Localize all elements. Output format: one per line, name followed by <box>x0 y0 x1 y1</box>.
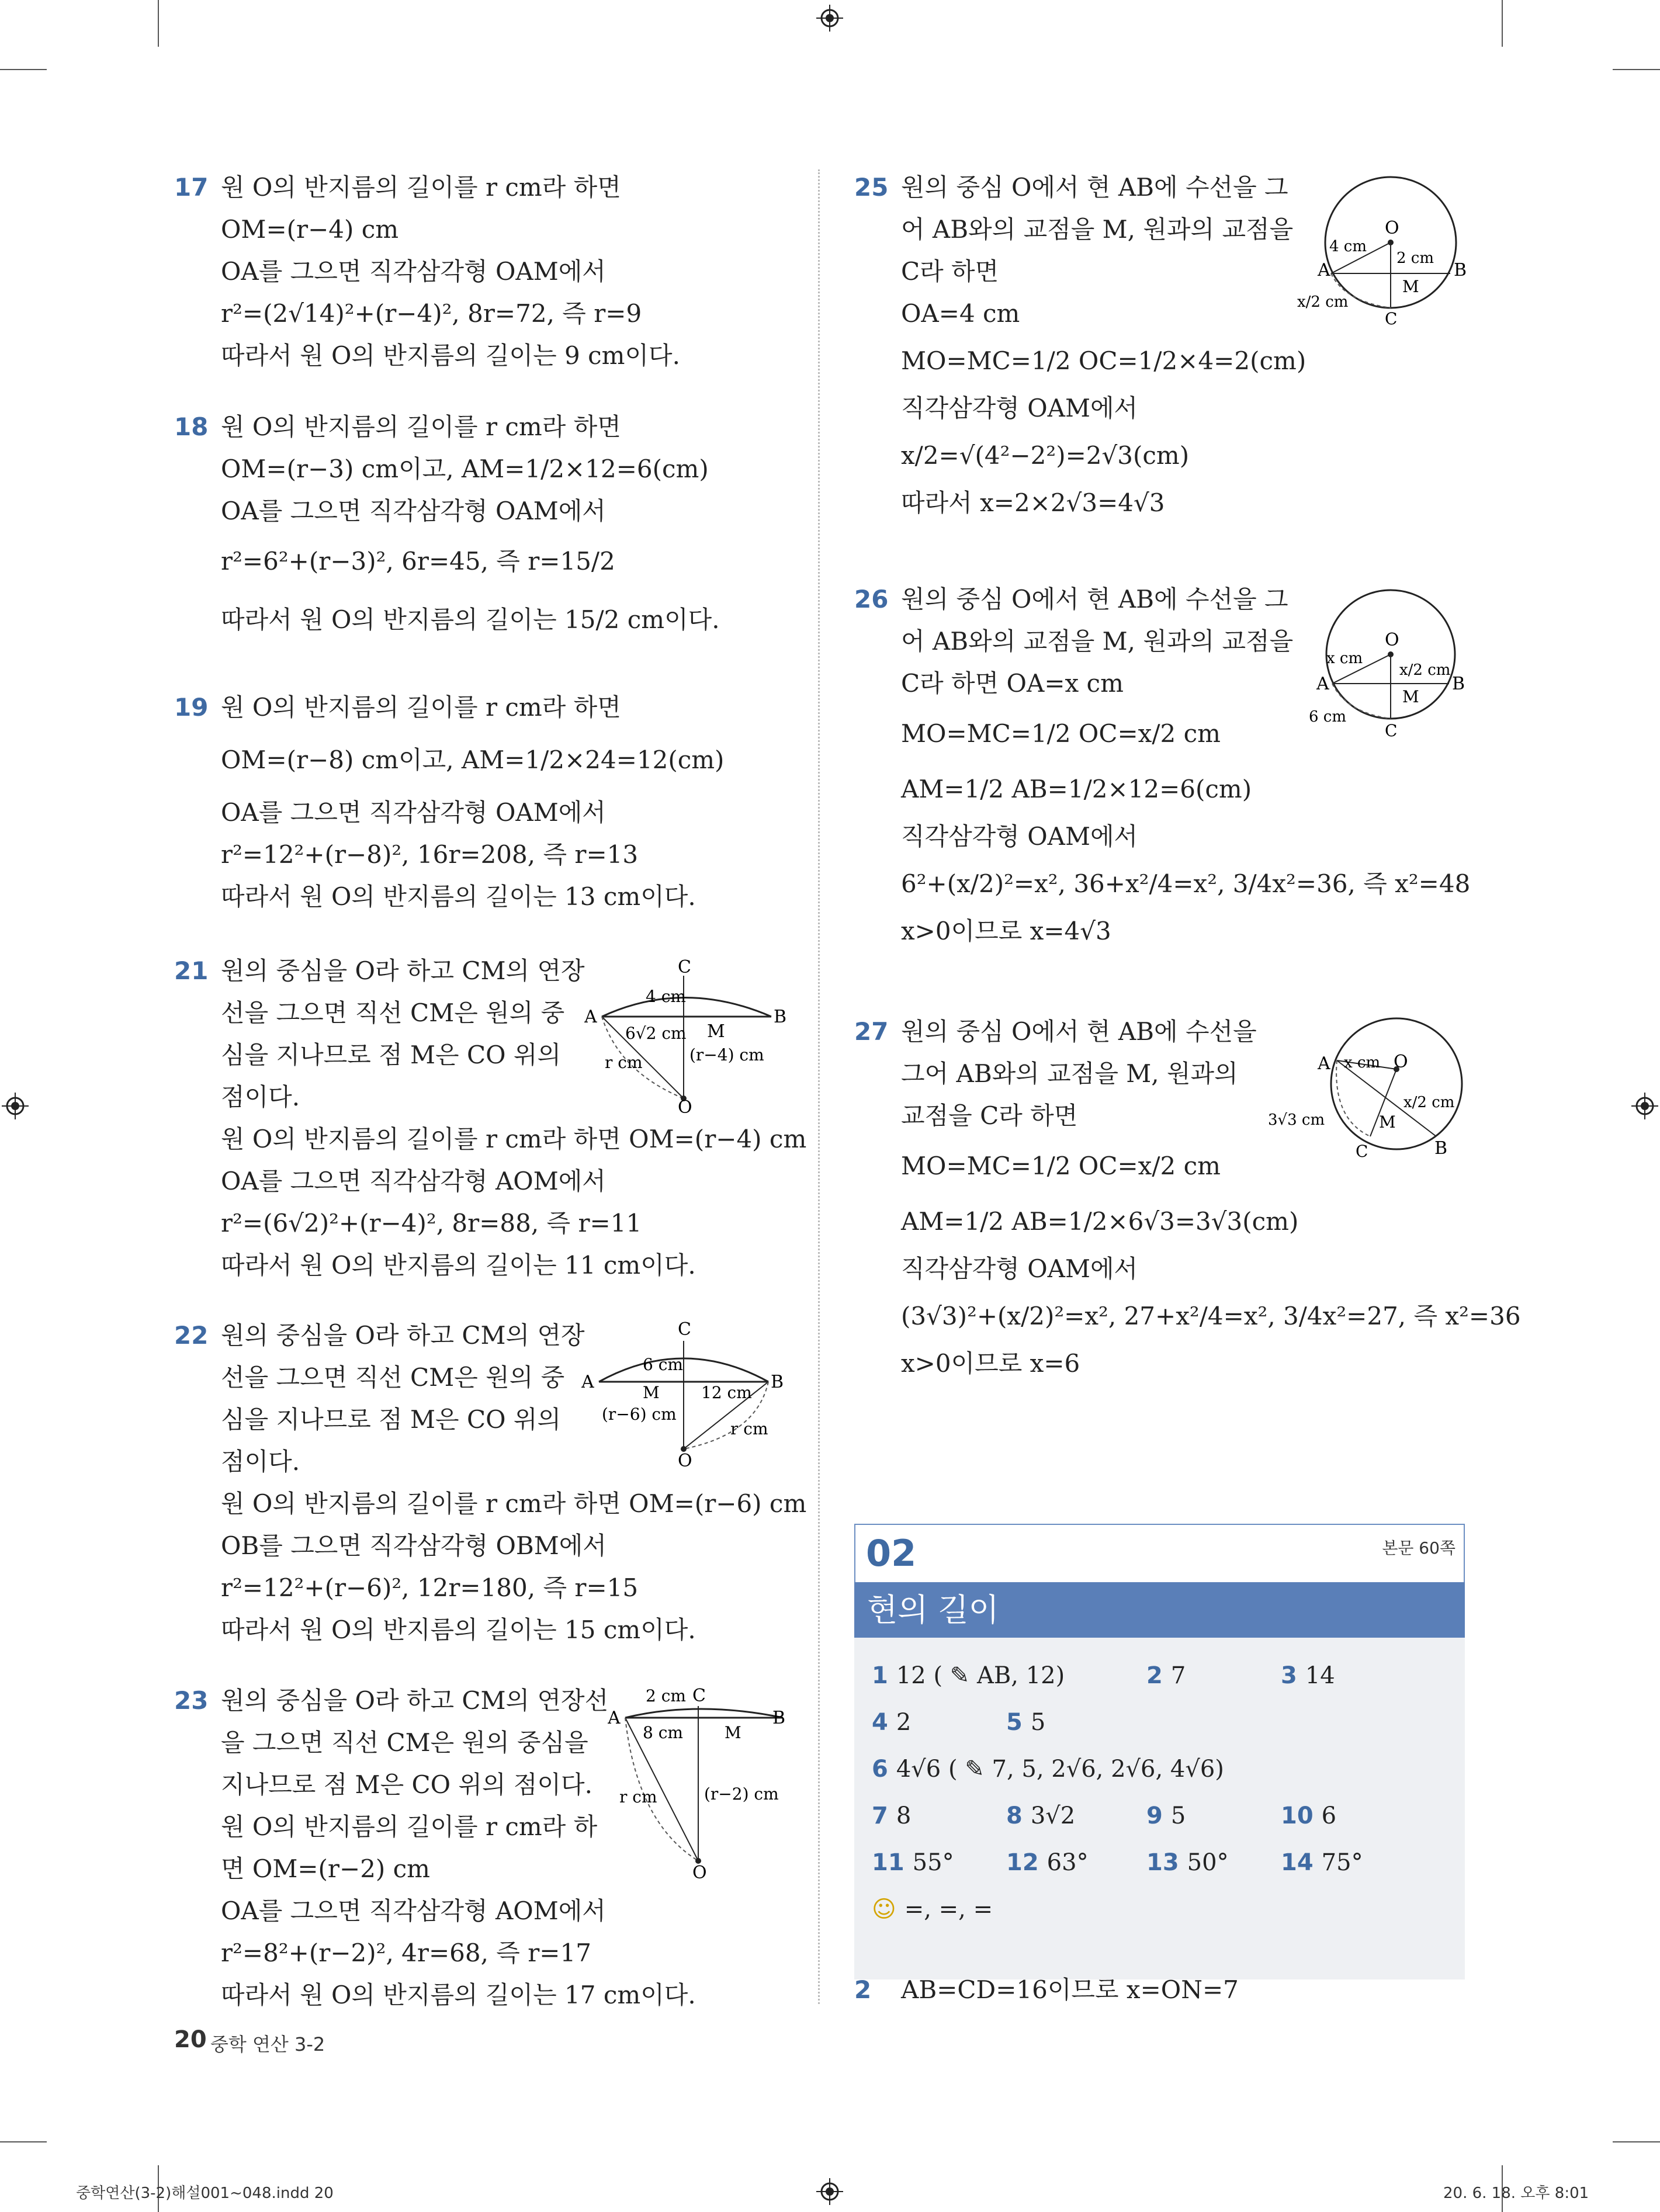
solution-line: 직각삼각형 OAM에서 <box>901 1254 1138 1283</box>
print-slug-date: 20. 6. 18. 오후 8:01 <box>1443 2185 1589 2202</box>
length-label: (r−6) cm <box>602 1405 677 1424</box>
answer-value: =, =, = <box>904 1896 993 1923</box>
answer-value: 7 <box>1170 1662 1186 1689</box>
length-label: 6 cm <box>643 1355 683 1374</box>
section-title: 현의 길이 <box>854 1582 1465 1638</box>
crop-mark <box>1613 2141 1660 2142</box>
print-slug-file: 중학연산(3-2)해설001~048.indd 20 <box>76 2185 334 2202</box>
solution-line: 따라서 원 O의 반지름의 길이는 11 cm이다. <box>221 1251 696 1280</box>
answer-number: 11 <box>872 1849 904 1876</box>
label-a: A <box>1316 674 1329 694</box>
label-o: O <box>1394 1052 1408 1072</box>
label-m: M <box>725 1723 741 1742</box>
answer-number: 4 <box>872 1709 888 1736</box>
label-c: C <box>1385 721 1398 740</box>
answer-number: 13 <box>1146 1849 1179 1876</box>
solution-line: AM=1/2 AB=1/2×12=6(cm) <box>901 775 1252 803</box>
problem-number: 27 <box>854 1017 889 1046</box>
length-label: x/2 cm <box>1399 661 1451 679</box>
answer-number: 8 <box>1006 1802 1023 1829</box>
answer-value: 5 <box>1170 1802 1186 1829</box>
label-a: A <box>1318 260 1330 280</box>
solution-line: 원 O의 반지름의 길이를 r cm라 하면 OM=(r−4) cm <box>221 1125 807 1153</box>
book-title: 중학 연산 3-2 <box>210 2033 325 2055</box>
answer-box-header <box>854 1524 1465 1582</box>
answer-value: 14 <box>1305 1662 1335 1689</box>
solution-line: 직각삼각형 OAM에서 <box>901 394 1138 422</box>
solution-line: 어 AB와의 교점을 M, 원과의 교점을 <box>901 627 1294 656</box>
answer-number: 12 <box>1006 1849 1039 1876</box>
label-a: A <box>581 1372 594 1392</box>
solution-line: 지나므로 점 M은 CO 위의 점이다. <box>221 1770 592 1799</box>
label-o: O <box>692 1863 707 1881</box>
answer-number: 14 <box>1281 1849 1314 1876</box>
solution-line: OB를 그으면 직각삼각형 OBM에서 <box>221 1531 607 1560</box>
registration-mark-icon <box>2 1093 29 1119</box>
problem-19 <box>174 687 805 918</box>
registration-mark-icon <box>816 5 843 32</box>
solution-line: C라 하면 OA=x cm <box>901 669 1124 698</box>
solution-line: 원의 중심을 O라 하고 CM의 연장 <box>221 956 585 985</box>
solution-line: 따라서 원 O의 반지름의 길이는 15/2 cm이다. <box>221 605 720 634</box>
solution-line: r²=6²+(r−3)², 6r=45, 즉 r=15/2 <box>221 547 615 575</box>
length-label: x/2 cm <box>1297 293 1349 311</box>
solution-line: OA를 그으면 직각삼각형 AOM에서 <box>221 1167 606 1195</box>
length-label: r cm <box>619 1787 657 1807</box>
solution-line: 6²+(x/2)²=x², 36+x²/4=x², 3/4x²=36, 즉 x²=48 <box>901 869 1471 898</box>
answer-number: 9 <box>1146 1802 1163 1829</box>
length-label: (r−2) cm <box>704 1784 779 1804</box>
solution-line: 직각삼각형 OAM에서 <box>901 822 1138 851</box>
length-label: r cm <box>730 1419 768 1438</box>
solution-line: OA를 그으면 직각삼각형 AOM에서 <box>221 1897 606 1925</box>
answer-value: 12 ( ✎ AB, 12) <box>896 1662 1065 1689</box>
length-label: 6√2 cm <box>625 1024 687 1043</box>
length-label: x/2 cm <box>1403 1094 1455 1111</box>
problem-number: 18 <box>174 412 209 441</box>
solution-line: (3√3)²+(x/2)²=x², 27+x²/4=x², 3/4x²=27, 즉 x²=36 <box>901 1302 1521 1330</box>
answer-value: 4√6 ( ✎ 7, 5, 2√6, 2√6, 4√6) <box>896 1756 1224 1783</box>
label-b: B <box>1452 674 1465 694</box>
answer-number: 3 <box>1281 1662 1297 1689</box>
label-m: M <box>1402 687 1419 706</box>
problem-number: 22 <box>174 1321 209 1350</box>
crop-mark <box>158 0 159 47</box>
label-a: A <box>608 1708 621 1728</box>
solution-line: 따라서 원 O의 반지름의 길이는 9 cm이다. <box>221 341 680 370</box>
answer-value: 3√2 <box>1030 1802 1076 1829</box>
diagram-22 <box>581 1318 792 1469</box>
length-label: (r−4) cm <box>689 1045 764 1065</box>
solution-line: 심을 지나므로 점 M은 CO 위의 <box>221 1041 562 1069</box>
length-label: 4 cm <box>1329 238 1367 255</box>
solution-line: OM=(r−4) cm <box>221 215 399 244</box>
solution-line: r²=(6√2)²+(r−4)², 8r=88, 즉 r=11 <box>221 1209 642 1237</box>
solution-line: OA를 그으면 직각삼각형 OAM에서 <box>221 497 606 525</box>
label-m: M <box>643 1383 660 1402</box>
answer-number: 10 <box>1281 1802 1314 1829</box>
solution-line: AM=1/2 AB=1/2×6√3=3√3(cm) <box>901 1207 1299 1236</box>
solution-line: C라 하면 <box>901 257 999 286</box>
solution-line: 원 O의 반지름의 길이를 r cm라 하면 <box>221 693 621 722</box>
answer-value: 2 <box>896 1709 912 1736</box>
solution-line: r²=12²+(r−6)², 12r=180, 즉 r=15 <box>221 1573 639 1602</box>
solution-line: 원 O의 반지름의 길이를 r cm라 하 <box>221 1812 598 1841</box>
solution-line: 원의 중심 O에서 현 AB에 수선을 그 <box>901 173 1288 202</box>
diagram-21 <box>584 955 795 1113</box>
answer-value: 75° <box>1321 1849 1363 1876</box>
answer-number: 1 <box>872 1662 888 1689</box>
solution-line: 따라서 원 O의 반지름의 길이는 15 cm이다. <box>221 1615 696 1644</box>
problem-number: 19 <box>174 693 209 722</box>
solution-line: 교점을 C라 하면 <box>901 1101 1078 1130</box>
solution-line: MO=MC=1/2 OC=x/2 cm <box>901 1152 1221 1180</box>
solution-line: x>0이므로 x=6 <box>901 1349 1080 1378</box>
solution-line: 선을 그으면 직선 CM은 원의 중 <box>221 998 565 1027</box>
solution-line: 따라서 x=2×2√3=4√3 <box>901 488 1165 517</box>
solution-line: 면 OM=(r−2) cm <box>221 1854 431 1883</box>
problem-number: 25 <box>854 173 889 202</box>
label-c: C <box>1385 309 1398 328</box>
answer-value: 55° <box>912 1849 954 1876</box>
problem-17 <box>174 167 805 377</box>
answer-value: 5 <box>1030 1709 1046 1736</box>
length-label: 6 cm <box>1309 708 1347 726</box>
problem-number: 17 <box>174 173 209 202</box>
solution-line: MO=MC=1/2 OC=x/2 cm <box>901 719 1221 748</box>
length-label: 4 cm <box>646 987 686 1006</box>
problem-18 <box>174 406 805 649</box>
length-label: 2 cm <box>1396 249 1434 267</box>
solution-line: 원 O의 반지름의 길이를 r cm라 하면 <box>221 173 621 202</box>
answer-value: 6 <box>1321 1802 1337 1829</box>
answer-list <box>854 1638 1465 1979</box>
solution-line: 원의 중심 O에서 현 AB에 수선을 그 <box>901 585 1288 613</box>
solution-line: 점이다. <box>221 1447 300 1476</box>
problem-number: 2 <box>854 1975 872 2004</box>
problem-number: 26 <box>854 585 889 613</box>
solution-line: 따라서 원 O의 반지름의 길이는 13 cm이다. <box>221 882 696 911</box>
solution-line: 원의 중심 O에서 현 AB에 수선을 <box>901 1017 1257 1046</box>
answer-box <box>854 1524 1465 1979</box>
length-label: 8 cm <box>643 1723 683 1742</box>
label-m: M <box>1402 277 1419 296</box>
label-b: B <box>774 1007 787 1027</box>
solution-line: x/2=√(4²−2²)=2√3(cm) <box>901 441 1190 470</box>
solution-line: 원의 중심을 O라 하고 CM의 연장 <box>221 1321 585 1350</box>
label-c: C <box>678 957 691 977</box>
page-number: 20 <box>174 2026 207 2053</box>
label-o: O <box>678 1097 692 1113</box>
length-label: 12 cm <box>701 1383 752 1402</box>
section-number: 02 <box>866 1532 917 1575</box>
problem-number: 23 <box>174 1686 209 1715</box>
problem-2 <box>854 1969 1485 2011</box>
solution-line: MO=MC=1/2 OC=1/2×4=2(cm) <box>901 346 1306 375</box>
length-label: r cm <box>605 1053 643 1072</box>
solution-line: AB=CD=16이므로 x=ON=7 <box>901 1975 1239 2004</box>
diagram-23 <box>608 1683 795 1881</box>
solution-line: 선을 그으면 직선 CM은 원의 중 <box>221 1363 565 1392</box>
label-a: A <box>584 1007 597 1027</box>
solution-line: 따라서 원 O의 반지름의 길이는 17 cm이다. <box>221 1981 696 2009</box>
solution-line: OA를 그으면 직각삼각형 OAM에서 <box>221 798 606 827</box>
solution-line: 원의 중심을 O라 하고 CM의 연장선 <box>221 1686 609 1715</box>
length-label: x cm <box>1326 650 1363 667</box>
solution-line: OM=(r−8) cm이고, AM=1/2×24=12(cm) <box>221 746 725 774</box>
label-c: C <box>692 1686 706 1706</box>
answer-number: 7 <box>872 1802 888 1829</box>
diagram-26 <box>1306 587 1475 745</box>
answer-value: 63° <box>1046 1849 1089 1876</box>
crop-mark <box>1502 0 1503 47</box>
length-label: 2 cm <box>646 1686 686 1705</box>
label-a: A <box>1318 1053 1330 1074</box>
solution-line: 심을 지나므로 점 M은 CO 위의 <box>221 1405 562 1434</box>
solution-line: r²=(2√14)²+(r−4)², 8r=72, 즉 r=9 <box>221 299 642 328</box>
problem-number: 21 <box>174 956 209 985</box>
answer-value: 50° <box>1187 1849 1229 1876</box>
answer-number: 2 <box>1146 1662 1163 1689</box>
solution-line: OA=4 cm <box>901 299 1020 328</box>
registration-mark-icon <box>1631 1093 1658 1119</box>
solution-line: OA를 그으면 직각삼각형 OAM에서 <box>221 257 606 286</box>
diagram-25 <box>1297 175 1472 333</box>
page-reference: 본문 60쪽 <box>1382 1538 1455 1558</box>
length-label: x cm <box>1344 1054 1381 1072</box>
label-b: B <box>772 1708 786 1728</box>
solution-line: 원 O의 반지름의 길이를 r cm라 하면 OM=(r−6) cm <box>221 1489 807 1518</box>
solution-line: OM=(r−3) cm이고, AM=1/2×12=6(cm) <box>221 455 709 483</box>
crop-mark <box>0 2141 47 2142</box>
label-c: C <box>678 1319 691 1340</box>
smiley-icon: ☺ <box>872 1896 896 1923</box>
label-m: M <box>1379 1112 1396 1132</box>
length-label: 3√3 cm <box>1268 1111 1325 1129</box>
answer-number: 6 <box>872 1756 888 1783</box>
label-c: C <box>1356 1142 1368 1161</box>
solution-line: r²=8²+(r−2)², 4r=68, 즉 r=17 <box>221 1939 591 1967</box>
answer-number: 5 <box>1006 1709 1023 1736</box>
crop-mark <box>1613 69 1660 70</box>
label-b: B <box>1434 1138 1448 1159</box>
label-o: O <box>678 1451 692 1469</box>
solution-line: 원 O의 반지름의 길이를 r cm라 하면 <box>221 412 621 441</box>
solution-line: r²=12²+(r−8)², 16r=208, 즉 r=13 <box>221 840 639 869</box>
solution-line: x>0이므로 x=4√3 <box>901 917 1111 945</box>
crop-mark <box>0 69 47 70</box>
diagram-27 <box>1268 1014 1472 1171</box>
label-m: M <box>707 1021 725 1042</box>
label-o: O <box>1385 630 1399 650</box>
solution-line: 점이다. <box>221 1083 300 1111</box>
solution-line: 어 AB와의 교점을 M, 원과의 교점을 <box>901 215 1294 244</box>
solution-line: 을 그으면 직선 CM은 원의 중심을 <box>221 1728 588 1757</box>
label-b: B <box>1454 260 1467 280</box>
solution-line: 그어 AB와의 교점을 M, 원과의 <box>901 1059 1238 1088</box>
label-o: O <box>1385 218 1399 238</box>
label-b: B <box>771 1372 784 1392</box>
registration-mark-icon <box>816 2178 843 2205</box>
answer-value: 8 <box>896 1802 912 1829</box>
column-separator <box>818 169 820 2004</box>
